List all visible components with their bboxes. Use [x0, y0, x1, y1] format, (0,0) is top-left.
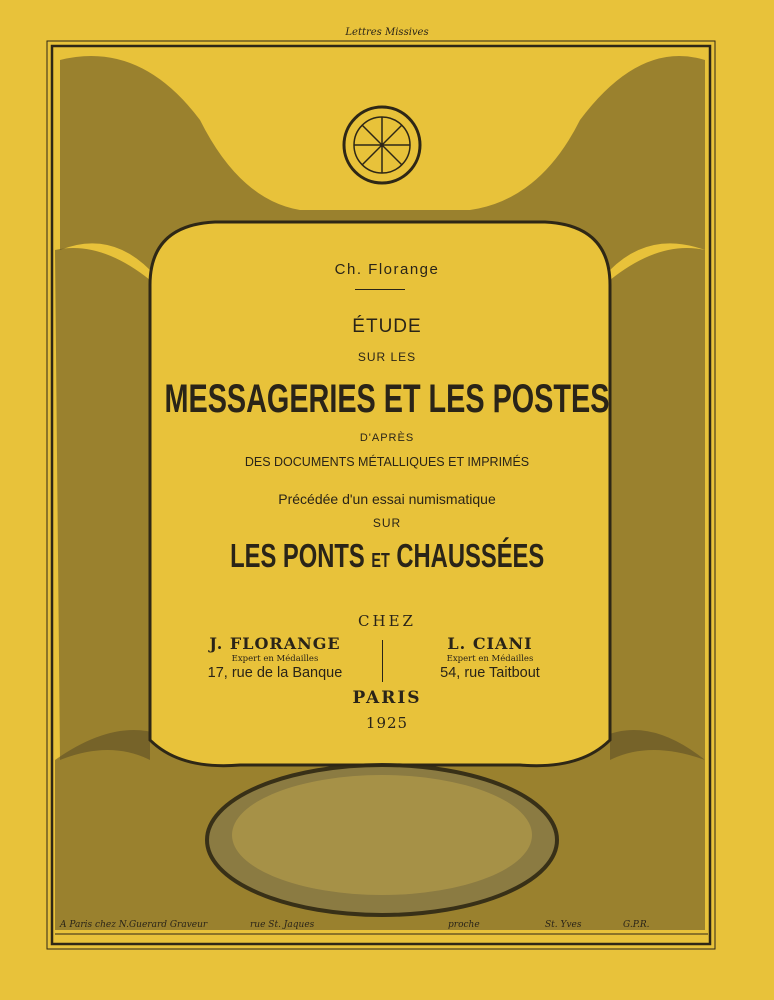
title-line-sur: SUR — [372, 516, 402, 530]
publisher-left-address: 17, rue de la Banque — [207, 665, 343, 681]
publisher-left-role: Expert en Médailles — [231, 654, 319, 664]
subtitle-part-a: LES PONTS — [229, 537, 365, 574]
publisher-left-name: J. FLORANGE — [209, 634, 341, 653]
title-line-precedee: Précédée d'un essai numismatique — [278, 491, 496, 507]
title-line-documents: DES DOCUMENTS MÉTALLIQUES ET IMPRIMÉS — [244, 455, 530, 469]
engraver-credit-1: A Paris chez N.Guerard Graveur — [60, 920, 208, 930]
subtitle-part-b: CHAUSSÉES — [396, 537, 545, 574]
title-line-etude: ÉTUDE — [352, 316, 422, 337]
engraver-credit-4: St. Yves — [545, 920, 582, 930]
chez: CHEZ — [358, 612, 416, 630]
title-line-dapres: D'APRÈS — [359, 432, 415, 444]
engraver-credit-2: rue St. Jaques — [250, 920, 315, 930]
city: PARIS — [352, 688, 422, 708]
engraver-initials: G.P.R. — [623, 920, 650, 930]
publisher-divider — [382, 640, 383, 682]
main-title-text: MESSAGERIES ET LES POSTES — [164, 377, 610, 421]
title-line-sur-les: SUR LES — [357, 350, 417, 364]
publisher-right-role: Expert en Médailles — [446, 654, 534, 664]
publisher-right — [395, 634, 585, 681]
subtitle — [0, 537, 774, 575]
year: 1925 — [365, 714, 409, 732]
publisher-right-name: L. CIANI — [447, 634, 533, 653]
divider — [355, 289, 405, 290]
publisher-right-address: 54, rue Taitbout — [440, 665, 540, 681]
publisher-left — [180, 634, 370, 681]
main-title — [0, 377, 774, 422]
author: Ch. Florange — [334, 261, 440, 278]
engraver-credit-3: proche — [448, 920, 480, 930]
subtitle-et: ET — [371, 550, 390, 572]
header-caption: Lettres Missives — [345, 27, 429, 38]
